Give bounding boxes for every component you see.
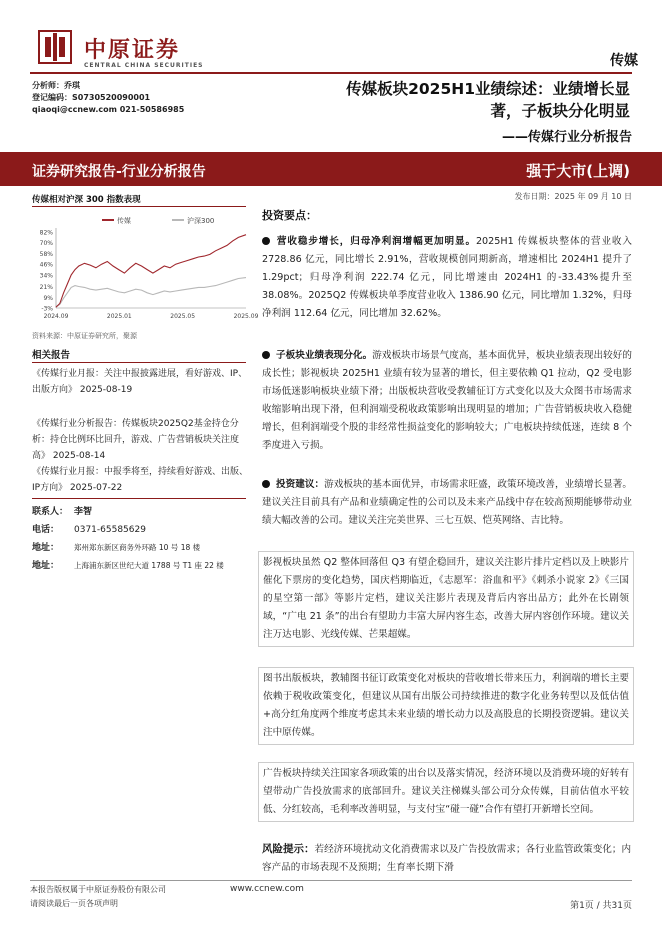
logo-cn-text: 中原证券 xyxy=(84,37,181,63)
report-title-line1: 传媒板块2025H1业绩综述：业绩增长显 xyxy=(346,80,630,98)
chart-source: 资料来源：中原证券研究所，聚源 xyxy=(32,332,137,340)
rating-label: 强于大市(上调) xyxy=(526,162,630,180)
key-point-text: 游戏板块的基本面优异，市场需求旺盛，政策环境改善，业绩增长显著。建议关注目前具有产品和业绩确定性的公司以及未来产品线中存在较高预期能够带动业绩大幅改善的公司。建议关注完美世界、三七互娱、恺英网络、吉比特。 xyxy=(262,479,633,526)
bullet-icon xyxy=(262,351,270,359)
risk-warning xyxy=(262,840,632,877)
contact-phone-label: 电话： xyxy=(32,525,60,535)
sector-label: 传媒 xyxy=(610,53,638,69)
key-point-heading: 营收稳步增长，归母净利润增幅更加明显。 xyxy=(276,236,476,247)
contact-address-value: 上海浦东新区世纪大道 1788 号 T1 座 22 楼 xyxy=(74,561,224,570)
performance-chart xyxy=(32,212,259,324)
key-point-text: 2025H1 传媒板块整体的营业收入 2728.86 亿元，同比增长 2.91%，营收规模创同期新高，增速相比 2024H1 提升了 1.29pct；归母净利润 222.74 亿元，同比增速由 2024H1 的-33.43%提升至 38.08%。2025Q2 传媒板块单季度营业收入 1386.90 亿元，同比增加 1.32%，归母净利润 112.64 亿元，同比增加 32.62%。 xyxy=(262,236,632,319)
report-title xyxy=(260,78,630,122)
key-point-revenue xyxy=(262,233,632,323)
risk-label: 风险提示： xyxy=(262,843,315,855)
y-tick-label: 34% xyxy=(39,272,53,280)
y-tick-label: 46% xyxy=(39,261,53,269)
analyst-block xyxy=(32,80,184,116)
company-logo-icon xyxy=(38,30,72,64)
x-tick-label: 2025.01 xyxy=(106,313,132,320)
key-point-text: 游戏板块市场景气度高，基本面优异，板块业绩表现出较好的成长性；影视板块 2025H1 业绩有较为显著的增长，但主要依赖 Q1 拉动，Q2 受电影市场低迷影响板块业绩下滑；出版板块营收受教辅征订方式变化以及大众图书市场需求收缩影响出现下滑，但利润端受税收政策影响出现明显的增加；广告营销板块收入稳健增长，但利润端受个股的非经常性损益变化的影响较大；广电板块持续低迷，连续 8 个季度进入亏损。 xyxy=(262,350,633,451)
series-line-hs300 xyxy=(56,278,246,308)
related-report-item[interactable]: 《传媒行业月报：中报季将至，持续看好游戏、出版、IP方向》 2025-07-22 xyxy=(32,467,249,493)
x-tick-label: 2025.09 xyxy=(233,313,259,320)
contact-address-value: 郑州郑东新区商务外环路 10 号 18 楼 xyxy=(74,543,201,552)
legend-label: 传媒 xyxy=(117,217,131,225)
contact-address-label: 地址： xyxy=(32,561,60,571)
y-tick-label: -3% xyxy=(41,305,53,313)
contact-address-label: 地址： xyxy=(32,543,60,553)
footer-disclaimer: 请阅读最后一页各项声明 xyxy=(30,899,118,908)
film-paragraph: 影视板块虽然 Q2 整体回落但 Q3 有望企稳回升，建议关注影片排片定档以及上映影片催化下票房的变化趋势，国庆档期临近，《志愿军：浴血和平》《刺杀小说家 2》《三国的星空第一部》等影片定档，建议关注影片表现及背后内容出品方；此外在长剧领域，“广电 21 条”的出台有望助力丰富大屏内容生态，改善大屏内容创作环境。建议关注万达电影、光线传媒、芒果超媒。 xyxy=(258,551,634,647)
footer-divider xyxy=(30,880,632,881)
reg-code: S0730520090001 xyxy=(72,93,151,102)
y-tick-label: 82% xyxy=(39,229,53,237)
y-tick-label: 9% xyxy=(43,294,53,302)
publishing-paragraph: 图书出版板块，教辅图书征订政策变化对板块的营收增长带来压力，利润端的增长主要依赖于税收政策变化，但建议从国有出版公司持续推进的数字化业务转型以及低估值+高分红角度两个维度考虑其未来业绩的增长动力以及高股息的长期投资逻辑。建议关注中原传媒。 xyxy=(258,667,634,745)
y-tick-label: 70% xyxy=(39,240,53,248)
contact-person xyxy=(32,504,92,517)
chart-title-divider xyxy=(32,206,246,207)
legend-label: 沪深300 xyxy=(187,217,215,225)
footer-copyright: 本报告版权属于中原证券股份有限公司 xyxy=(30,885,166,894)
related-reports-title: 相关报告 xyxy=(32,350,71,361)
series-line-media xyxy=(56,235,246,307)
advertising-paragraph: 广告板块持续关注国家各项政策的出台以及落实情况，经济环境以及消费环境的好转有望带动广告投放需求的底部回升。建议关注梯媒头部公司分众传媒，目前估值水平较低、分红较高，毛利率改善明显，与支付宝“碰一碰”合作有望打开新增长空间。 xyxy=(258,762,634,822)
y-tick-label: 58% xyxy=(39,250,53,258)
header-divider xyxy=(30,72,632,74)
contact-address-1 xyxy=(32,540,200,553)
logo-en-text: CENTRAL CHINA SECURITIES xyxy=(84,62,204,69)
risk-text: 若经济环境扰动文化消费需求以及广告投放需求；各行业监管政策变化；内容产品的市场表现不及预期；生育率长期下滑 xyxy=(262,844,632,873)
report-title-line2: 著，子板块分化明显 xyxy=(490,102,630,120)
contact-person-name: 李智 xyxy=(74,507,93,517)
bullet-icon xyxy=(262,480,270,488)
report-type-label: 证券研究报告-行业分析报告 xyxy=(32,164,206,180)
bullet-icon xyxy=(262,237,270,245)
analyst-contact: qiaoqi@ccnew.com 021-50586985 xyxy=(32,105,185,114)
related-reports-divider xyxy=(32,362,246,363)
key-point-subsector xyxy=(262,347,632,455)
contact-phone xyxy=(32,522,146,535)
key-points-title: 投资要点： xyxy=(262,209,317,222)
publish-date: 发布日期：2025 年 09 月 10 日 xyxy=(514,192,632,201)
related-report-item[interactable]: 《传媒行业分析报告：传媒板块2025Q2基金持仓分析：持仓比例环比回升，游戏、广告营销板块关注度高》 2025-08-14 xyxy=(32,419,240,461)
related-report-item[interactable]: 《传媒行业月报：关注中报披露进展，看好游戏、IP、出版方向》 2025-08-19 xyxy=(32,369,248,395)
key-point-heading: 投资建议： xyxy=(276,479,325,490)
x-tick-label: 2024.09 xyxy=(43,313,69,320)
chart-title: 传媒相对沪深 300 指数表现 xyxy=(32,195,141,205)
y-tick-label: 21% xyxy=(39,284,53,292)
key-point-heading: 子板块业绩表现分化。 xyxy=(276,350,373,361)
reg-label: 登记编码： xyxy=(32,93,72,102)
key-point-investment xyxy=(262,476,632,530)
contact-phone-value: 0371-65585629 xyxy=(74,525,146,535)
x-tick-label: 2025.05 xyxy=(170,313,196,320)
report-subtitle: ——传媒行业分析报告 xyxy=(501,130,632,145)
analyst-name: 乔琪 xyxy=(64,81,80,90)
page-number: 第1页 / 共31页 xyxy=(570,901,632,911)
analyst-label: 分析师： xyxy=(32,81,64,90)
contact-person-label: 联系人： xyxy=(32,507,69,517)
footer-website-link[interactable]: www.ccnew.com xyxy=(230,884,304,894)
contact-divider xyxy=(32,498,246,499)
contact-address-2 xyxy=(32,558,224,571)
